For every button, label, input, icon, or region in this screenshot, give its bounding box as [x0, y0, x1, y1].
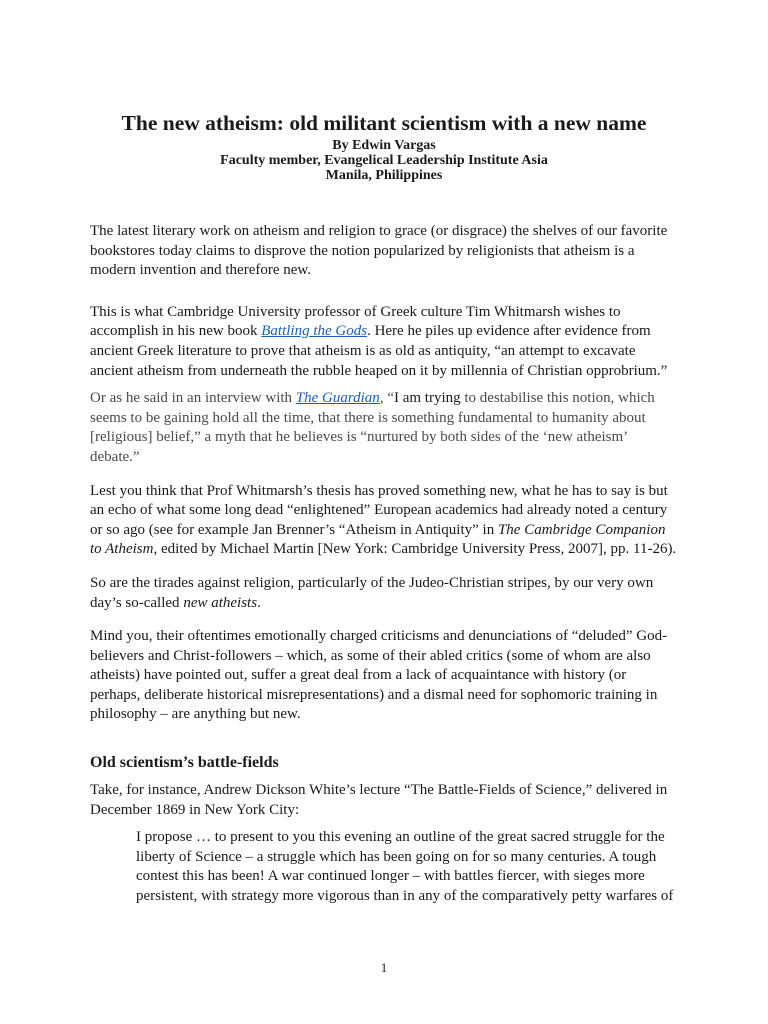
new-atheists-term: new atheists [183, 594, 258, 611]
cambridge-companion-title: The Cambridge Companion to Atheism [90, 521, 666, 558]
paragraph-2-text-b: . Here he piles up evidence after evidence from ancient Greek literature to prove that atheism is as old as antiquity, “an attempt to excavate ancient atheism from underneath the rubble heaped on it by millennia of Christian opprobrium.” [90, 323, 668, 379]
paragraph-3 [90, 389, 680, 467]
byline-author: By Edwin Vargas [332, 138, 436, 153]
paragraph-5-text-b: . [257, 594, 261, 611]
byline-location: Manila, Philippines [325, 168, 443, 183]
the-guardian-link[interactable]: The Guardian [295, 390, 380, 407]
paragraph-5-text-a: So are the tirades against religion, particularly of the Judeo-Christian stripes, by our very own day’s so-called [90, 574, 654, 611]
paragraph-4-text-b: , edited by Michael Martin [New York: Cambridge University Press, 2007], pp. 11-26). [153, 541, 677, 558]
paragraph-4 [90, 482, 680, 560]
section-heading: Old scientism’s battle-fields [90, 754, 279, 772]
byline-affiliation: Faculty member, Evangelical Leadership Institute Asia [220, 153, 548, 168]
paragraph-7: Take, for instance, Andrew Dickson White’s lecture “The Battle-Fields of Science,” delivered in December 1869 in New York City: [90, 782, 668, 818]
paragraph-3-text-c: to destabilise this notion, which seems to be gaining hold all the time, that there is something fundamental to humanity about [religious] belief,” a myth that he believes is “nurtured by both sides of the ‘new atheism’ debate.” [90, 390, 655, 465]
page-number: 1 [380, 960, 388, 975]
paragraph-2-text-a: This is what Cambridge University professor of Greek culture Tim Whitmarsh wishes to accomplish in his new book [90, 303, 621, 340]
byline [0, 138, 768, 183]
block-quote: I propose … to present to you this evening an outline of the great sacred struggle for the liberty of Science – a struggle which has been going on for so many centuries. A tough contest this has been! A war continued longer – with battles fiercer, with sieges more persistent, with strategy more vigorous than in any of the comparatively petty warfares of [136, 829, 674, 905]
paragraph-5 [90, 574, 680, 613]
paragraph-2 [90, 303, 680, 381]
paragraph-3-text-a: Or as he said in an interview with [90, 390, 296, 407]
battling-the-gods-link[interactable]: Battling the Gods [261, 323, 368, 340]
paragraph-3-emphasis: I am trying [393, 390, 461, 407]
paragraph-4-text-a: Lest you think that Prof Whitmarsh’s thesis has proved something new, what he has to say is but an echo of what some long dead “enlightened” European academics had already noted a century or so ago (see for example Jan Brenner’s “Atheism in Antiquity” in [90, 482, 668, 538]
paragraph-3-text-b: , “ [379, 390, 394, 407]
document-title: The new atheism: old militant scientism with a new name [121, 111, 647, 135]
paragraph-6: Mind you, their oftentimes emotionally charged criticisms and denunciations of “deluded” God-believers and Christ-followers – which, as some of their abled critics (some of whom are also atheists) have pointed out, suffer a great deal from a lack of acquaintance with history (or perhaps, deliberate historical misrepresentations) and a dismal need for sophomoric training in philosophy – are anything but new. [90, 628, 668, 723]
paragraph-1: The latest literary work on atheism and religion to grace (or disgrace) the shelves of our favorite bookstores today claims to disprove the notion popularized by religionists that atheism is a modern invention and therefore new. [90, 223, 668, 279]
document-body [90, 222, 680, 907]
